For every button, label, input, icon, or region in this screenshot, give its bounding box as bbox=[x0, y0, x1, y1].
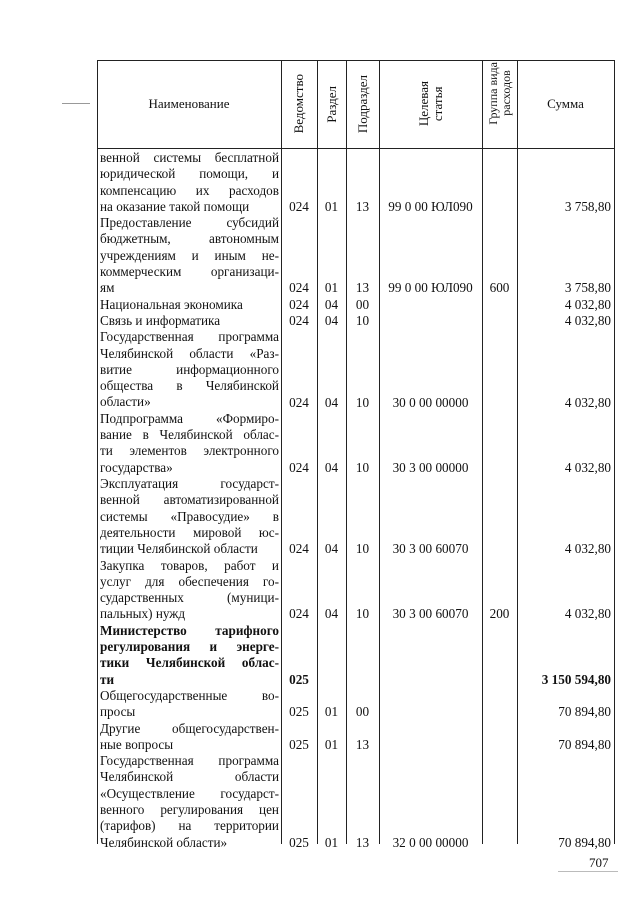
row-name-line: Государственная программа bbox=[100, 753, 279, 769]
row-name-line: венной системы бесплатной bbox=[100, 150, 279, 165]
cell-sub: 13 bbox=[355, 834, 370, 850]
cell-sec: 04 bbox=[324, 313, 339, 328]
cell-sub: 10 bbox=[355, 541, 370, 557]
table-row bbox=[97, 476, 615, 558]
cell-sum: 4 032,80 bbox=[564, 394, 611, 410]
header-bottom-border bbox=[97, 148, 615, 149]
header-name bbox=[97, 60, 281, 148]
row-name-line: (тарифов) на территории bbox=[100, 818, 279, 834]
cell-dept: 024 bbox=[289, 280, 309, 296]
row-name bbox=[100, 215, 279, 296]
row-name-line: государства» bbox=[100, 459, 173, 475]
row-name-line: ные вопросы bbox=[100, 736, 174, 752]
row-name bbox=[100, 688, 279, 721]
cell-target bbox=[379, 297, 482, 313]
row-name-line: юридической помощи, и bbox=[100, 166, 279, 182]
row-name bbox=[100, 297, 279, 313]
cell-sec: 04 bbox=[324, 394, 339, 410]
table-row bbox=[97, 313, 615, 329]
table-row bbox=[97, 558, 615, 623]
cell-grp bbox=[482, 395, 517, 411]
row-name-line: системы «Правосудие» в bbox=[100, 508, 279, 524]
cell-sub: 10 bbox=[355, 459, 370, 475]
row-name-line: Челябинской области «Раз- bbox=[100, 345, 279, 361]
header-subsection-text: Подраздел bbox=[354, 74, 370, 134]
cell-sub: 10 bbox=[355, 313, 370, 328]
header-section bbox=[317, 60, 346, 148]
header-subsection bbox=[346, 60, 379, 148]
row-name-line: области» bbox=[100, 394, 151, 410]
cell-grp bbox=[482, 199, 517, 215]
row-name-line: деятельности мировой юс- bbox=[100, 524, 279, 540]
cell-sec: 04 bbox=[324, 459, 339, 475]
cell-grp bbox=[482, 672, 517, 688]
row-name-line: ям bbox=[100, 280, 115, 296]
row-name bbox=[100, 721, 279, 754]
cell-grp bbox=[482, 704, 517, 720]
table-row bbox=[97, 753, 615, 851]
header-target bbox=[379, 60, 482, 148]
cell-sec: 04 bbox=[324, 606, 339, 622]
table-row bbox=[97, 329, 615, 411]
row-name bbox=[100, 313, 279, 329]
row-name bbox=[100, 150, 279, 215]
row-name bbox=[100, 329, 279, 410]
row-name-line: сударственных (муници- bbox=[100, 590, 279, 606]
row-name-line: витие информационного bbox=[100, 361, 279, 377]
table-row bbox=[97, 150, 615, 215]
page-number: 707 bbox=[589, 855, 609, 870]
row-name-line: компенсацию их расходов bbox=[100, 182, 279, 198]
row-name-line: коммерческим организаци- bbox=[100, 264, 279, 280]
row-name-line: Связь и информатика bbox=[100, 313, 221, 328]
row-name-line: Министерство тарифного bbox=[100, 622, 279, 638]
row-name-line: просы bbox=[100, 704, 136, 720]
cell-grp bbox=[482, 460, 517, 476]
cell-dept: 025 bbox=[289, 671, 309, 687]
header-name-text: Наименование bbox=[148, 96, 230, 111]
table-row bbox=[97, 297, 615, 313]
table-row bbox=[97, 721, 615, 754]
cell-sub: 10 bbox=[355, 606, 370, 622]
cell-dept: 025 bbox=[289, 704, 309, 720]
cell-sec: 01 bbox=[324, 834, 339, 850]
row-name-line: Предоставление субсидий bbox=[100, 215, 279, 231]
cell-sec: 04 bbox=[324, 541, 339, 557]
row-name-line: Челябинской области bbox=[100, 769, 279, 785]
row-name-line: тики Челябинской облас- bbox=[100, 655, 279, 671]
table-row bbox=[97, 688, 615, 721]
cell-dept: 024 bbox=[289, 198, 309, 214]
table-row bbox=[97, 215, 615, 297]
cell-sub: 13 bbox=[355, 280, 370, 296]
row-name-line: Подпрограмма «Формиро- bbox=[100, 410, 279, 426]
cell-grp bbox=[482, 541, 517, 557]
cell-sum: 70 894,80 bbox=[558, 834, 611, 850]
row-name-line: тиции Челябинской области bbox=[100, 541, 258, 557]
cell-target: 30 3 00 60070 bbox=[392, 541, 469, 557]
row-name-line: учреждениям и иным не- bbox=[100, 247, 279, 263]
cell-sec: 01 bbox=[324, 736, 339, 752]
row-name-line: услуг для обеспечения го- bbox=[100, 573, 279, 589]
header-dept-text: Ведомство bbox=[291, 74, 306, 134]
cell-sec bbox=[317, 672, 346, 688]
cell-sum: 70 894,80 bbox=[558, 736, 611, 752]
row-name bbox=[100, 476, 279, 557]
cell-grp: 600 bbox=[489, 280, 510, 296]
cell-target: 30 3 00 00000 bbox=[392, 459, 469, 475]
cell-sub: 10 bbox=[355, 394, 370, 410]
row-name bbox=[100, 558, 279, 623]
cell-sub: 13 bbox=[355, 198, 370, 214]
row-name-line: бюджетным, автономным bbox=[100, 231, 279, 247]
cell-target: 99 0 00 ЮЛ090 bbox=[388, 280, 473, 296]
row-name bbox=[100, 411, 279, 476]
cell-sum: 4 032,80 bbox=[564, 296, 611, 312]
table-row bbox=[97, 623, 615, 688]
cell-target bbox=[379, 704, 482, 720]
cell-sub: 00 bbox=[355, 296, 370, 312]
row-name-line: на оказание такой помощи bbox=[100, 198, 250, 214]
cell-dept: 024 bbox=[289, 541, 309, 557]
header-target-line1: Целевая bbox=[415, 81, 431, 127]
cell-grp bbox=[482, 313, 517, 329]
cell-dept: 025 bbox=[289, 736, 309, 752]
cell-dept: 024 bbox=[289, 394, 309, 410]
row-name-line: Государственная программа bbox=[100, 329, 279, 345]
margin-mark bbox=[62, 103, 90, 104]
cell-sum: 3 758,80 bbox=[564, 280, 611, 296]
row-name-line: ти элементов электронного bbox=[100, 443, 279, 459]
cell-sub bbox=[346, 672, 379, 688]
corner-line bbox=[558, 871, 618, 872]
row-name-line: общества в Челябинской bbox=[100, 378, 279, 394]
row-name-line: Общегосударственные во- bbox=[100, 687, 279, 703]
row-name-line: Закупка товаров, работ и bbox=[100, 557, 279, 573]
table-row bbox=[97, 411, 615, 476]
row-name-line: Национальная экономика bbox=[100, 296, 243, 312]
cell-sum: 4 032,80 bbox=[564, 606, 611, 622]
header-expense-line2: расходов bbox=[498, 70, 513, 117]
header-section-text: Раздел bbox=[323, 85, 339, 123]
row-name bbox=[100, 623, 279, 688]
row-name-line: Челябинской области» bbox=[100, 834, 228, 850]
cell-target bbox=[379, 672, 482, 688]
cell-sub: 13 bbox=[355, 736, 370, 752]
cell-grp: 200 bbox=[489, 606, 510, 622]
row-name-line: пальных) нужд bbox=[100, 606, 186, 622]
cell-dept: 024 bbox=[289, 459, 309, 475]
cell-target: 30 3 00 60070 bbox=[392, 606, 469, 622]
cell-sub: 00 bbox=[355, 704, 370, 720]
header-sum bbox=[517, 60, 614, 148]
cell-target bbox=[379, 313, 482, 329]
row-name-line: венной автоматизированной bbox=[100, 492, 279, 508]
cell-dept: 024 bbox=[289, 606, 309, 622]
row-name bbox=[100, 753, 279, 851]
cell-dept: 024 bbox=[289, 313, 309, 328]
cell-dept: 025 bbox=[289, 834, 309, 850]
cell-sec: 01 bbox=[324, 280, 339, 296]
cell-sum: 70 894,80 bbox=[558, 704, 611, 720]
cell-sec: 04 bbox=[324, 296, 339, 312]
cell-target: 99 0 00 ЮЛ090 bbox=[388, 198, 473, 214]
cell-sec: 01 bbox=[324, 704, 339, 720]
cell-sum: 4 032,80 bbox=[564, 313, 611, 328]
cell-sec: 01 bbox=[324, 198, 339, 214]
row-name-line: «Осуществление государст- bbox=[100, 785, 279, 801]
cell-target: 32 0 00 00000 bbox=[392, 834, 469, 850]
row-name-line: Другие общегосударствен- bbox=[100, 720, 279, 736]
cell-sum: 3 758,80 bbox=[564, 198, 611, 214]
header-target-line2: статья bbox=[429, 86, 445, 122]
cell-sum: 4 032,80 bbox=[564, 541, 611, 557]
row-name-line: ти bbox=[100, 671, 115, 687]
cell-sum: 3 150 594,80 bbox=[541, 671, 611, 687]
header-expense-group bbox=[482, 60, 517, 148]
row-name-line: венного регулирования цен bbox=[100, 801, 279, 817]
row-name-line: Эксплуатация государст- bbox=[100, 476, 279, 491]
header-expense-line1: Группа вида bbox=[485, 62, 500, 125]
cell-grp bbox=[482, 737, 517, 753]
row-name-line: регулирования и энерге- bbox=[100, 638, 279, 654]
header-dept bbox=[281, 60, 317, 148]
budget-table bbox=[97, 60, 615, 850]
header-sum-text: Сумма bbox=[547, 96, 584, 111]
cell-dept: 024 bbox=[289, 296, 309, 312]
row-name-line: вание в Челябинской облас- bbox=[100, 427, 279, 443]
cell-sum: 4 032,80 bbox=[564, 459, 611, 475]
cell-grp bbox=[482, 297, 517, 313]
cell-grp bbox=[482, 835, 517, 851]
cell-target: 30 0 00 00000 bbox=[392, 394, 469, 410]
cell-target bbox=[379, 737, 482, 753]
